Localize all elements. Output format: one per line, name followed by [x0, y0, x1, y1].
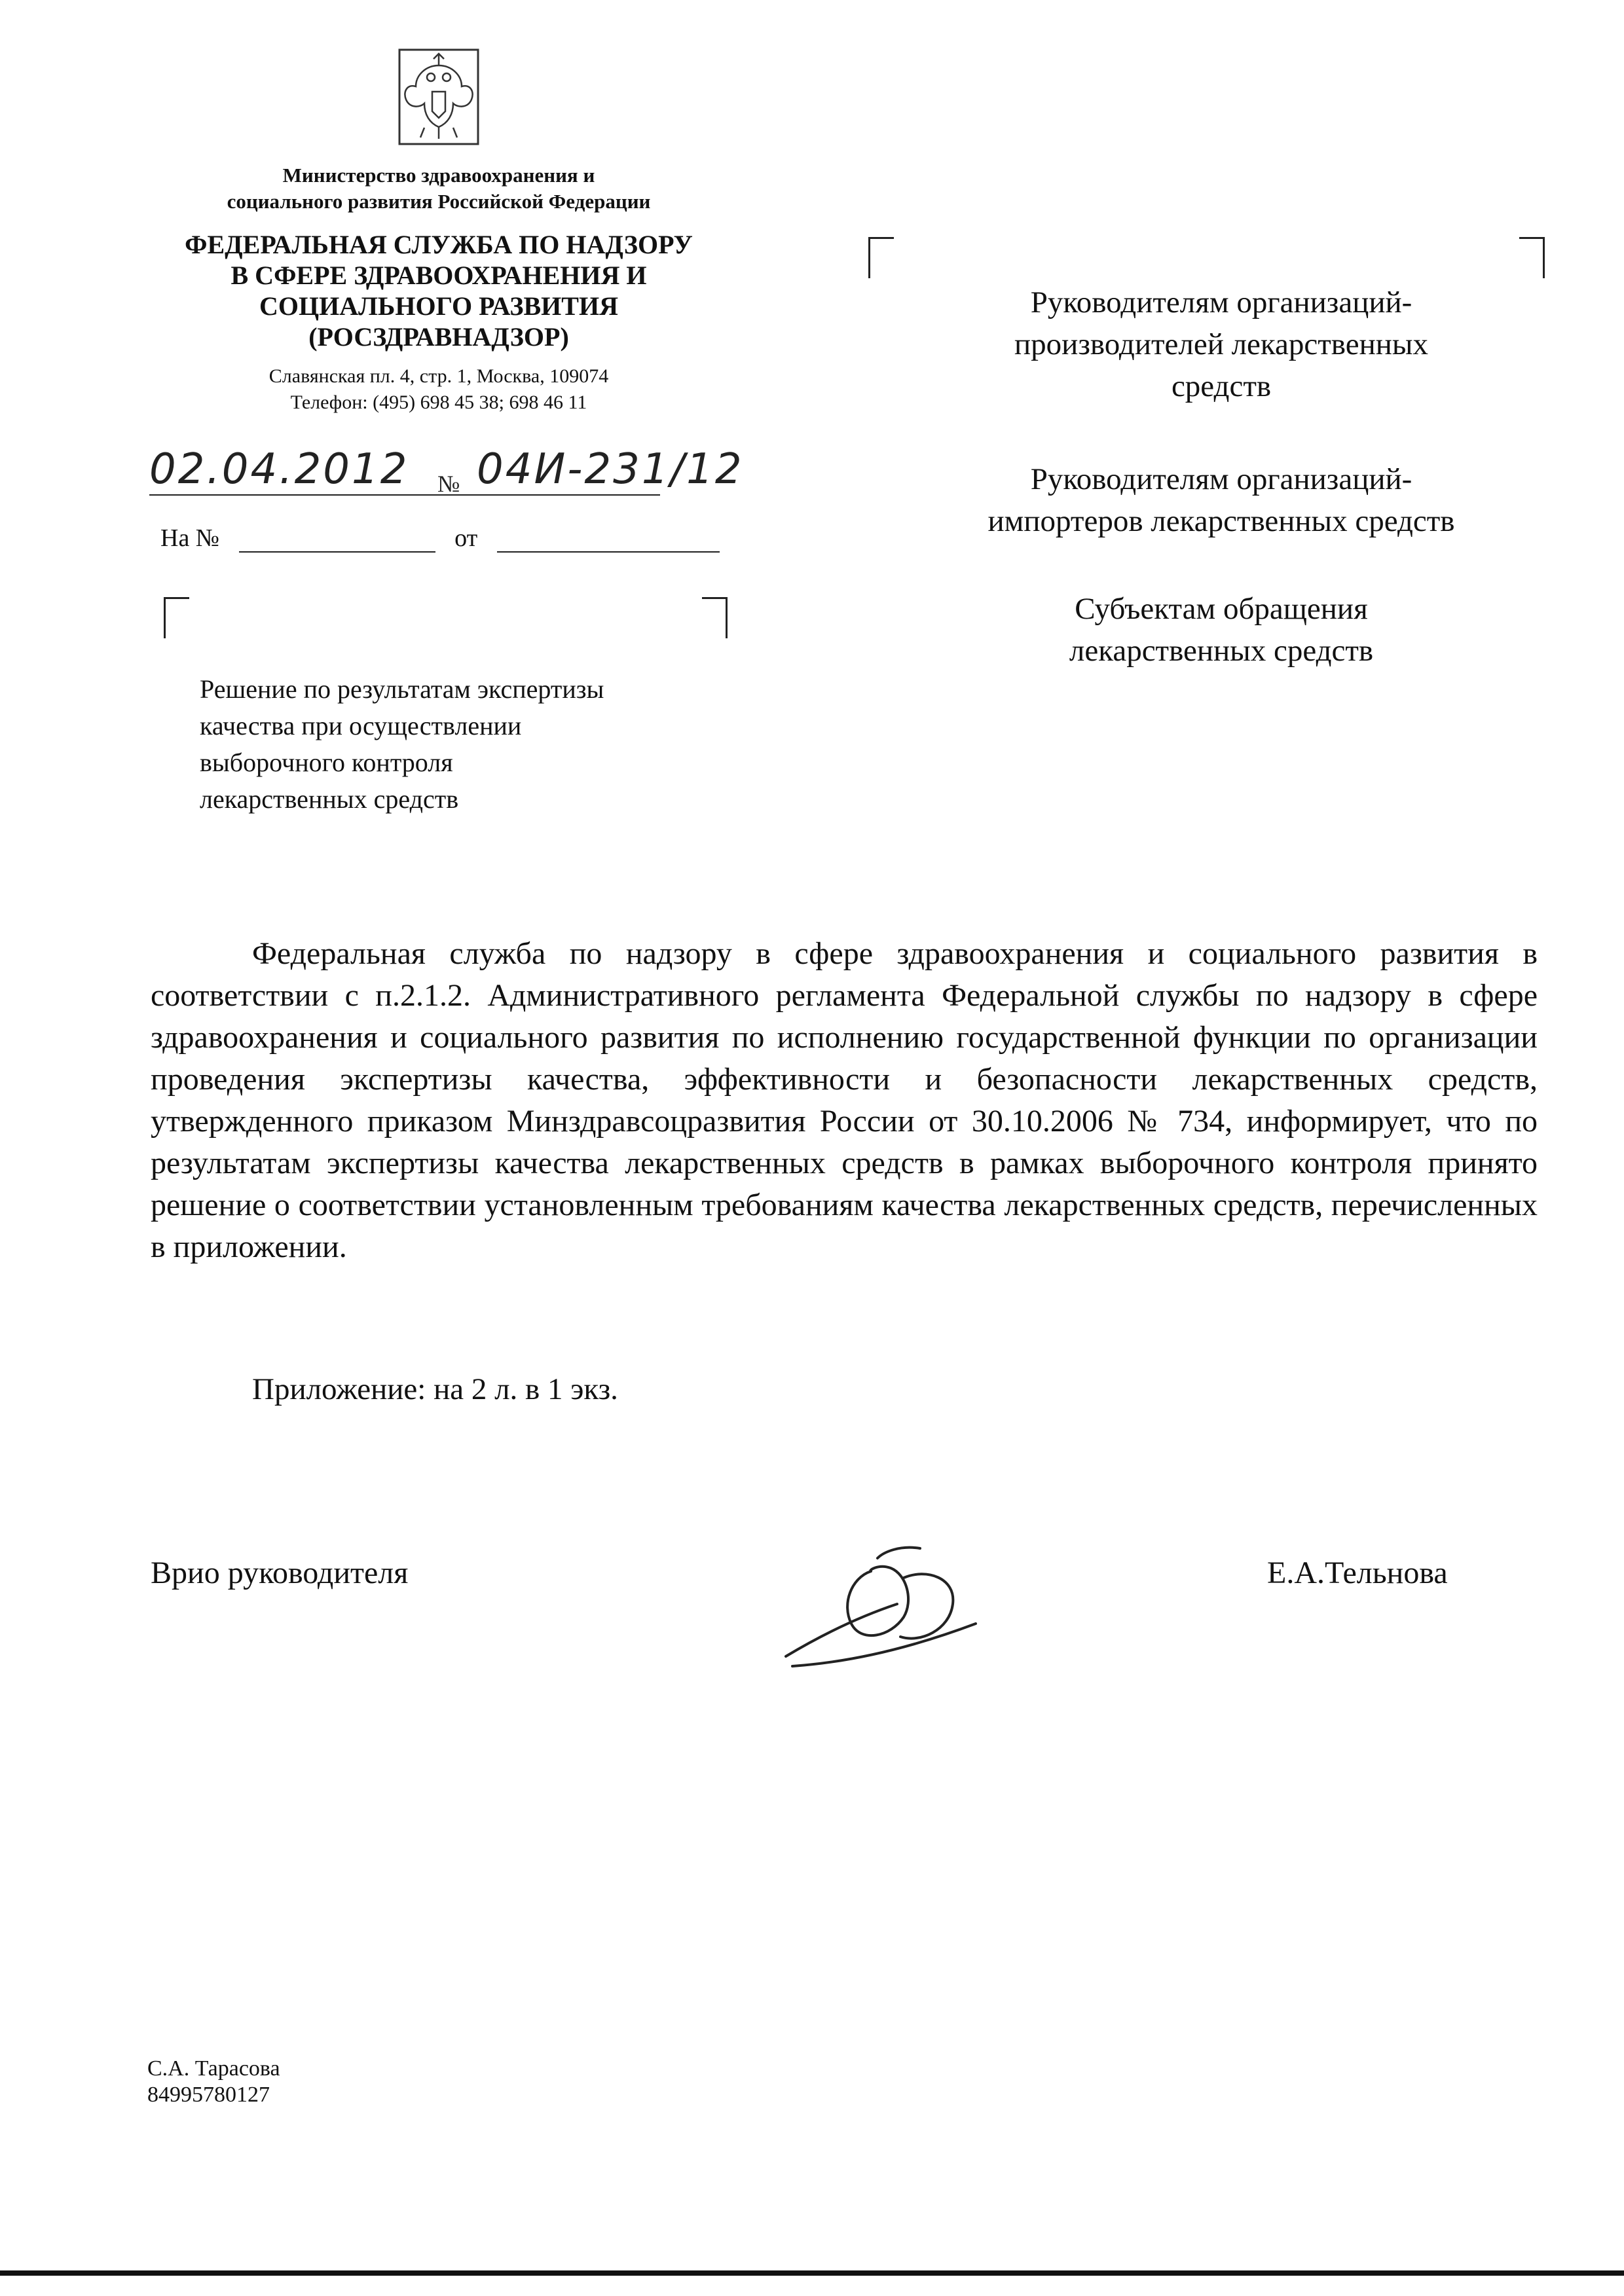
number-sign: №	[437, 471, 462, 497]
ministry-line-1: Министерство здравоохранения и	[282, 164, 595, 187]
handwritten-date: 02.04.2012	[149, 445, 409, 494]
from-label: от	[454, 524, 478, 552]
agency-line-4: (РОСЗДРАВНАДЗОР)	[308, 322, 569, 352]
outgoing-reference	[149, 445, 804, 504]
signatory-name: Е.А.Тельнова	[1267, 1556, 1448, 1590]
subject-line: выборочного контроля	[200, 748, 453, 777]
address-corner-right	[1519, 237, 1545, 278]
recipient-line: Руководителям организаций-	[1030, 462, 1412, 496]
recipient-line: производителей лекарственных	[1014, 327, 1428, 361]
recipient-subjects	[920, 588, 1522, 672]
recipient-line: средств	[1171, 369, 1272, 403]
subject-line: лекарственных средств	[200, 784, 459, 814]
subject-corner-left	[164, 597, 189, 638]
address-corner-left	[868, 237, 894, 278]
subject-line: качества при осуществлении	[200, 711, 522, 740]
recipient-line: импортеров лекарственных средств	[987, 504, 1455, 538]
recipient-line: Субъектам обращения	[1075, 592, 1368, 626]
reference-underline	[149, 491, 660, 499]
reply-to-date-blank	[497, 529, 720, 553]
reply-to-line	[160, 524, 750, 563]
recipient-line: лекарственных средств	[1069, 634, 1374, 668]
letter-body: Федеральная служба по надзору в сфере здравоохранения и социального развития в соответствии с п.2.1.2. Административного регламента Федеральной службы по надзору в сфере здравоохранения и социального развития по исполнению государственной функции по организации проведения экспертизы качества, эффективности и безопасности лекарственных средств, утвержденного приказом Минздравсоцразвития России от 30.10.2006 № 734, информирует, что по результатам экспертизы качества лекарственных средств в рамках выборочного контроля принято решение о соответствии установленным требованиям качества лекарственных средств, перечисленных в приложении.	[151, 936, 1538, 1264]
signatory-title: Врио руководителя	[151, 1556, 409, 1590]
subject-line: Решение по результатам экспертизы	[200, 674, 604, 704]
agency-line-3: СОЦИАЛЬНОГО РАЗВИТИЯ	[259, 291, 618, 321]
agency-contacts	[151, 363, 727, 416]
handwritten-signature	[779, 1532, 1015, 1683]
subject-corner-right	[702, 597, 728, 638]
handwritten-number: 04И-231/12	[477, 445, 744, 494]
recipient-line: Руководителям организаций-	[1030, 285, 1412, 319]
ministry-name	[151, 162, 727, 215]
agency-name	[151, 229, 727, 352]
coat-of-arms-icon	[386, 46, 491, 157]
letter-subject	[200, 671, 737, 818]
recipient-importers	[920, 458, 1522, 542]
agency-line-2: В СФЕРЕ ЗДРАВООХРАНЕНИЯ И	[231, 261, 647, 290]
executor-info	[147, 2056, 280, 2108]
ministry-line-2: социального развития Российской Федерации	[227, 190, 651, 213]
executor-name: С.А. Тарасова	[147, 2056, 280, 2081]
appendix-note: Приложение: на 2 л. в 1 экз.	[252, 1372, 618, 1406]
agency-phone: Телефон: (495) 698 45 38; 698 46 11	[290, 392, 587, 413]
recipient-manufacturers	[920, 282, 1522, 407]
agency-line-1: ФЕДЕРАЛЬНАЯ СЛУЖБА ПО НАДЗОРУ	[185, 230, 693, 259]
bottom-border-line	[0, 2270, 1624, 2276]
executor-phone: 84995780127	[147, 2083, 270, 2107]
reply-to-number-blank	[239, 529, 435, 553]
reply-to-label: На №	[160, 524, 220, 552]
agency-address: Славянская пл. 4, стр. 1, Москва, 109074	[268, 365, 609, 387]
